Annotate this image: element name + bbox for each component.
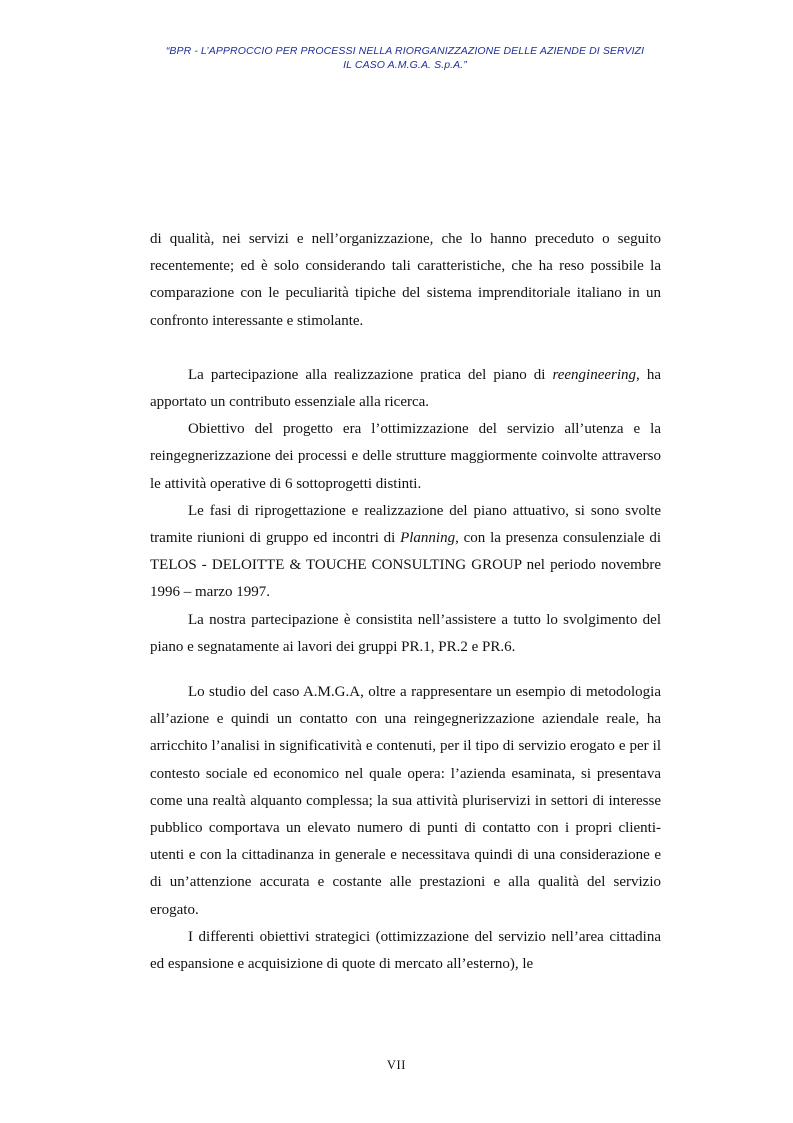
paragraph-text: , ha apportato un contributo essenziale alla ricerca. — [150, 366, 661, 411]
header-title-line: “BPR - L’APPROCCIO PER PROCESSI NELLA RIORGANIZZAZIONE DELLE AZIENDE DI SERVIZI — [165, 45, 645, 57]
body-text — [150, 226, 661, 978]
header-subtitle-line: IL CASO A.M.G.A. S.p.A.” — [343, 59, 467, 71]
italic-term-reengineering: reengineering — [552, 366, 637, 383]
paragraph-text: La partecipazione alla realizzazione pratica del piano di — [188, 366, 553, 383]
page-number: VII — [386, 1058, 407, 1072]
paragraph-strategic-objectives: I differenti obiettivi strategici (ottimizzazione del servizio nell’area cittadina ed espansione e acquisizione di quote di mercato all’esterno), le — [150, 928, 661, 973]
paragraph-participation — [150, 362, 661, 416]
paragraph-case-study: Lo studio del caso A.M.G.A, oltre a rappresentare un esempio di metodologia all’azione e quindi un contatto con una reingegnerizzazione aziendale reale, ha arricchito l’analisi in significatività e contenuti, per il tipo di servizio erogato e per il contesto sociale ed economico nel quale opera: l’azienda esaminata, si presentava come una realtà alquanto complessa; la sua attività pluriservizi in settori di interesse pubblico comportava un elevato numero di punti di contatto con i propri clienti-utenti e con la cittadinanza in generale e necessitava quindi di una considerazione e di un’attenzione accurata e costante alle prestazioni e alla qualità del servizio erogato. — [150, 684, 661, 918]
paragraph-text: Le fasi di riprogettazione e realizzazione del piano attuativo, si sono svolte tramite riunioni di gruppo ed incontri di — [150, 502, 661, 547]
paragraph-our-participation: La nostra partecipazione è consistita nell’assistere a tutto lo svolgimento del piano e segnatamente ai lavori dei gruppi PR.1, PR.2 e PR.6. — [150, 611, 661, 655]
italic-term-planning: Planning — [400, 530, 456, 547]
paragraph-continuation: di qualità, nei servizi e nell’organizzazione, che lo hanno preceduto o seguito recentemente; ed è solo considerando tali caratteristiche, che ha reso possibile la comparazione con le peculiarità tipiche del sistema imprenditoriale italiano in un confronto interessante e stimolante. — [150, 231, 661, 329]
running-header — [150, 44, 660, 72]
paragraph-objective: Obiettivo del progetto era l’ottimizzazione del servizio all’utenza e la reingegnerizzazione dei processi e delle strutture maggiormente coinvolte attraverso le attività operative di 6 sottoprogetti distinti. — [150, 421, 661, 492]
paragraph-phases — [150, 498, 661, 607]
paragraph-text: , con la presenza consulenziale di TELOS - DELOITTE & TOUCHE CONSULTING GROUP nel periodo novembre 1996 – marzo 1997. — [150, 530, 661, 601]
